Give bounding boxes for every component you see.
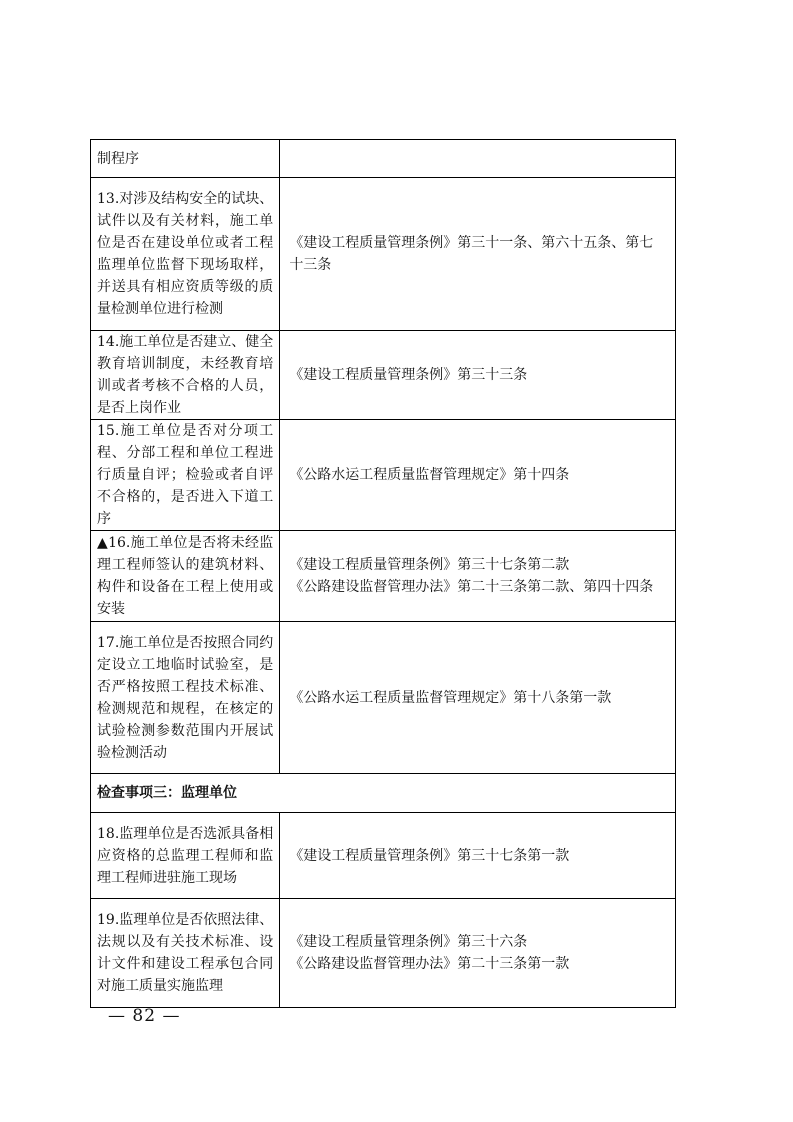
legal-basis-text: 《建设工程质量管理条例》第三十七条第二款 [289, 557, 570, 573]
legal-basis-text: 《公路建设监督管理办法》第二十三条第一款 [289, 956, 570, 972]
legal-basis-text: 《建设工程质量管理条例》第三十七条第一款 [289, 847, 570, 864]
table-row [91, 531, 676, 622]
check-item-cell [91, 899, 280, 1008]
table-row [91, 140, 676, 178]
legal-basis-cell [280, 813, 676, 899]
check-item-cell [91, 813, 280, 899]
check-item-cell [91, 178, 280, 331]
check-item-cell [91, 420, 280, 531]
legal-basis-text: 《公路建设监督管理办法》第二十三条第二款、第四十四条 [289, 579, 654, 595]
check-item-cell [91, 140, 280, 178]
check-item-text: 19.监理单位是否依照法律、法规以及有关技术标准、设计文件和建设工程承包合同对施工质量实施监理 [97, 912, 274, 994]
check-item-text: 15.施工单位是否对分项工程、分部工程和单位工程进行质量自评；检验或者自评不合格的，是否进入下道工序 [97, 423, 274, 527]
page-number: — 82 — [108, 1006, 181, 1026]
table-row [91, 178, 676, 331]
check-item-cell [91, 531, 280, 622]
legal-basis-cell [280, 420, 676, 531]
section-row [91, 774, 676, 813]
table-row [91, 813, 676, 899]
legal-basis-text: 《公路水运工程质量监督管理规定》第十八条第一款 [289, 689, 612, 706]
inspection-table [90, 139, 676, 1008]
check-item-text: 制程序 [97, 150, 139, 167]
check-item-text: 18.监理单位是否选派具备相应资格的总监理工程师和监理工程师进驻施工现场 [97, 825, 274, 886]
check-item-text: 17.施工单位是否按照合同约定设立工地临时试验室，是否严格按照工程技术标准、检测规范和规程，在核定的试验检测参数范围内开展试验检测活动 [97, 634, 274, 761]
legal-basis-text: 《建设工程质量管理条例》第三十六条 [289, 934, 528, 950]
legal-basis-cell [280, 178, 676, 331]
check-item-cell [91, 622, 280, 774]
legal-basis-cell [280, 331, 676, 420]
legal-basis-cell [280, 531, 676, 622]
legal-basis-cell [280, 899, 676, 1008]
legal-basis-text: 《建设工程质量管理条例》第三十一条、第六十五条、第七十三条 [289, 235, 654, 273]
table-row [91, 331, 676, 420]
legal-basis-text: 《建设工程质量管理条例》第三十三条 [289, 367, 528, 383]
table-row [91, 420, 676, 531]
legal-basis-cell [280, 622, 676, 774]
check-item-text: 13.对涉及结构安全的试块、试件以及有关材料，施工单位是否在建设单位或者工程监理单位监督下现场取样，并送具有相应资质等级的质量检测单位进行检测 [97, 191, 274, 317]
section-heading: 检查事项三：监理单位 [91, 774, 676, 813]
check-item-text: ▲16.施工单位是否将未经监理工程师签认的建筑材料、构件和设备在工程上使用或安装 [97, 535, 274, 617]
check-item-cell [91, 331, 280, 420]
table-row [91, 899, 676, 1008]
legal-basis-text: 《公路水运工程质量监督管理规定》第十四条 [289, 467, 570, 483]
legal-basis-cell [280, 140, 676, 178]
table-row [91, 622, 676, 774]
check-item-text: 14.施工单位是否建立、健全教育培训制度，未经教育培训或者考核不合格的人员，是否上岗作业 [97, 334, 274, 416]
